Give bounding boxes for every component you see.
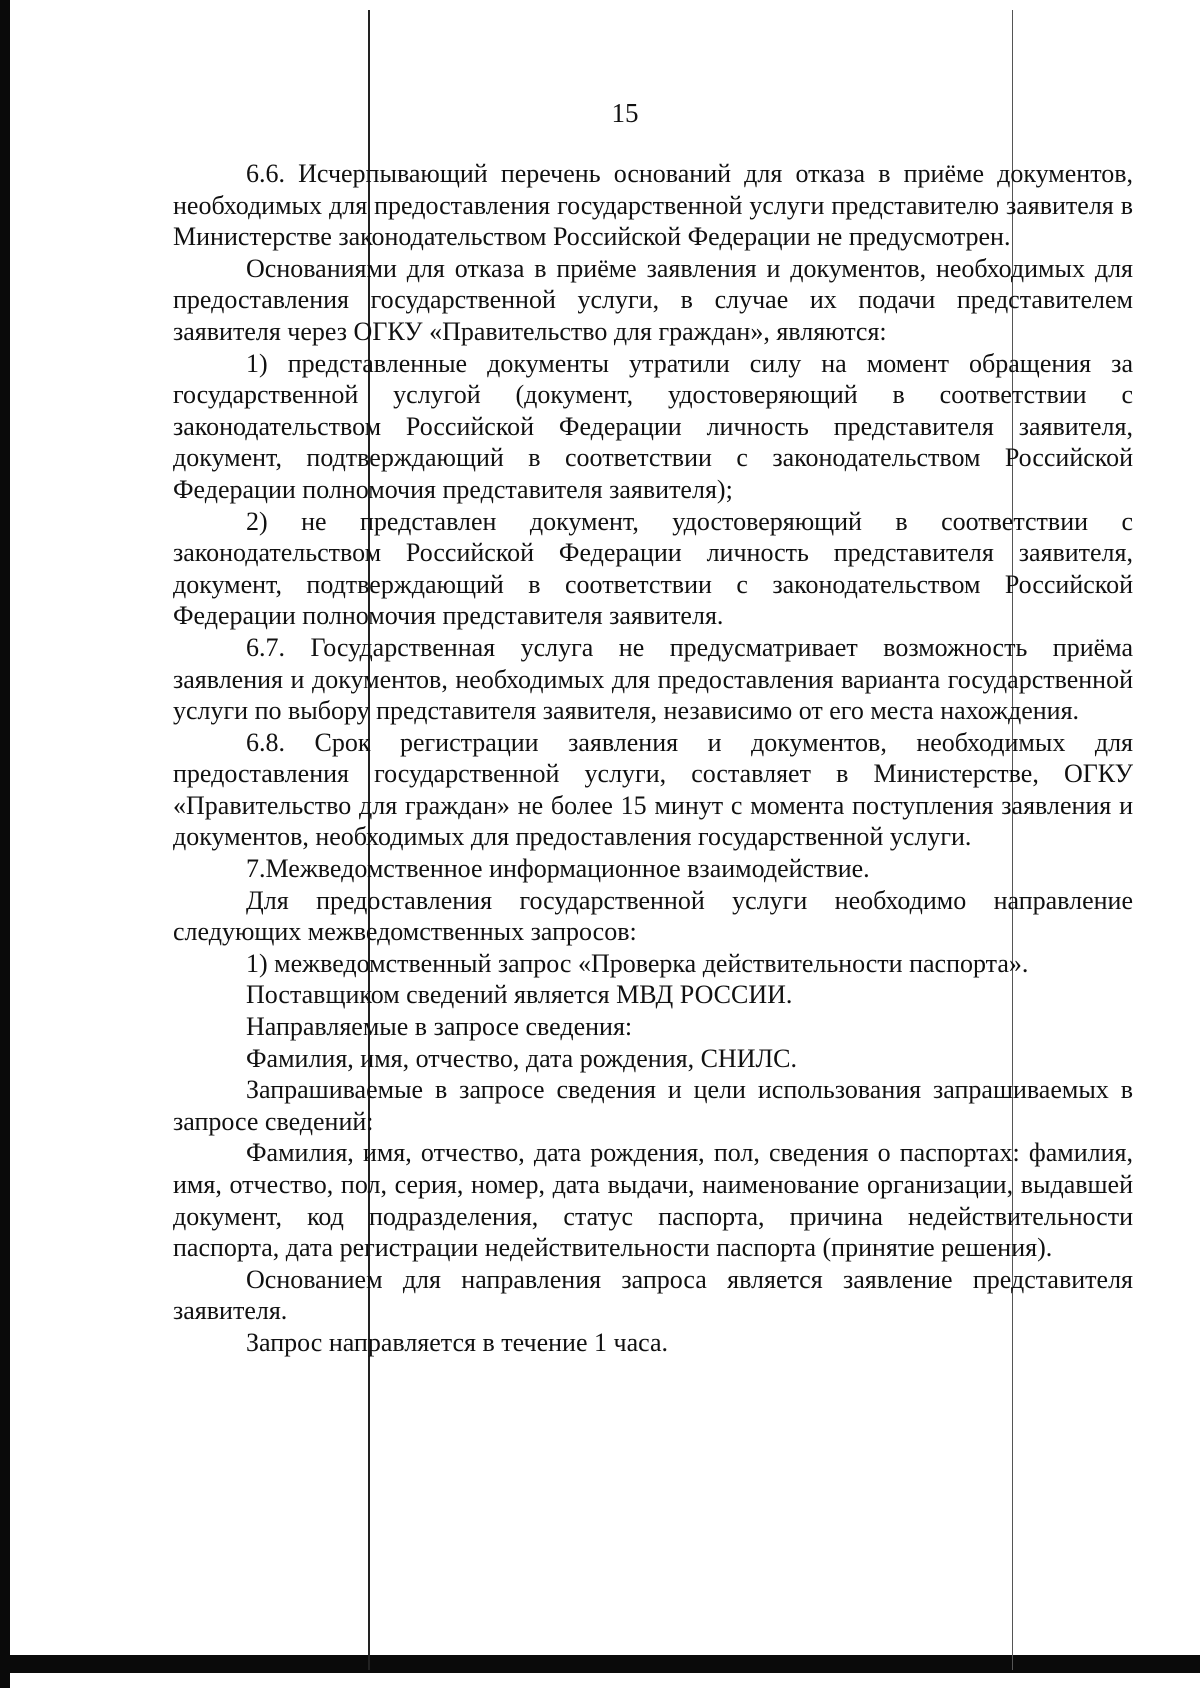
paragraph: 2) не представлен документ, удостоверяющий в соответствии с законодательством Российской Федерации личность представителя заявителя, документ, подтверждающий в соответствии с законодательством Российской Федерации полномочия представителя заявителя. [173,506,1133,631]
paragraph: Запрос направляется в течение 1 часа. [246,1327,669,1357]
paragraph: 7.Межведомственное информационное взаимодействие. [246,854,870,884]
paragraph: Поставщиком сведений является МВД РОССИИ. [246,980,793,1010]
paragraph: 6.6. Исчерпывающий перечень оснований для отказа в приёме документов, необходимых для предоставления государственной услуги представителю заявителя в Министерстве законодательством Российской Федерации не предусмотрен. [173,159,1133,252]
paragraph: Запрашиваемые в запросе сведения и цели использования запрашиваемых в запросе сведений: [173,1075,1133,1136]
paragraph: 6.8. Срок регистрации заявления и документов, необходимых для предоставления государственной услуги, составляет в Министерстве, ОГКУ «Правительство для граждан» не более 15 минут с момента поступления заявления и документов, необходимых для предоставления государственной услуги. [173,727,1133,852]
paragraph: Фамилия, имя, отчество, дата рождения, СНИЛС. [246,1043,797,1073]
paragraph: Основанием для направления запроса является заявление представителя заявителя. [173,1264,1133,1326]
scan-edge-bottom [0,1655,1200,1673]
paragraph: Фамилия, имя, отчество, дата рождения, пол, сведения о паспортах: фамилия, имя, отчество, пол, серия, номер, дата выдачи, наименование организации, выдавшей документ, код подразделения, статус паспорта, причина недействительности паспорта, дата регистрации недействительности паспорта (принятие решения). [173,1138,1133,1263]
scan-edge-left [0,0,10,1688]
paragraph: 1) представленные документы утратили силу на момент обращения за государственной услугой (документ, удостоверяющий в соответствии с законодательством Российской Федерации личность представителя заявителя, документ, подтверждающий в соответствии с законодательством Российской Федерации полномочия представителя заявителя); [173,348,1133,504]
paragraph: Основаниями для отказа в приёме заявления и документов, необходимых для предоставления государственной услуги, в случае их подачи представителем заявителя через ОГКУ «Правительство для граждан», являются: [173,253,1133,346]
document-body [173,158,1133,1359]
paragraph: Для предоставления государственной услуги необходимо направление следующих межведомственных запросов: [173,885,1133,947]
paragraph: Направляемые в запросе сведения: [246,1012,633,1042]
paragraph: 6.7. Государственная услуга не предусматривает возможность приёма заявления и документов, необходимых для предоставления варианта государственной услуги по выбору представителя заявителя, независимо от его места нахождения. [173,632,1133,726]
page-number: 15 [611,98,639,128]
paragraph: 1) межведомственный запрос «Проверка действительности паспорта». [246,948,1029,978]
